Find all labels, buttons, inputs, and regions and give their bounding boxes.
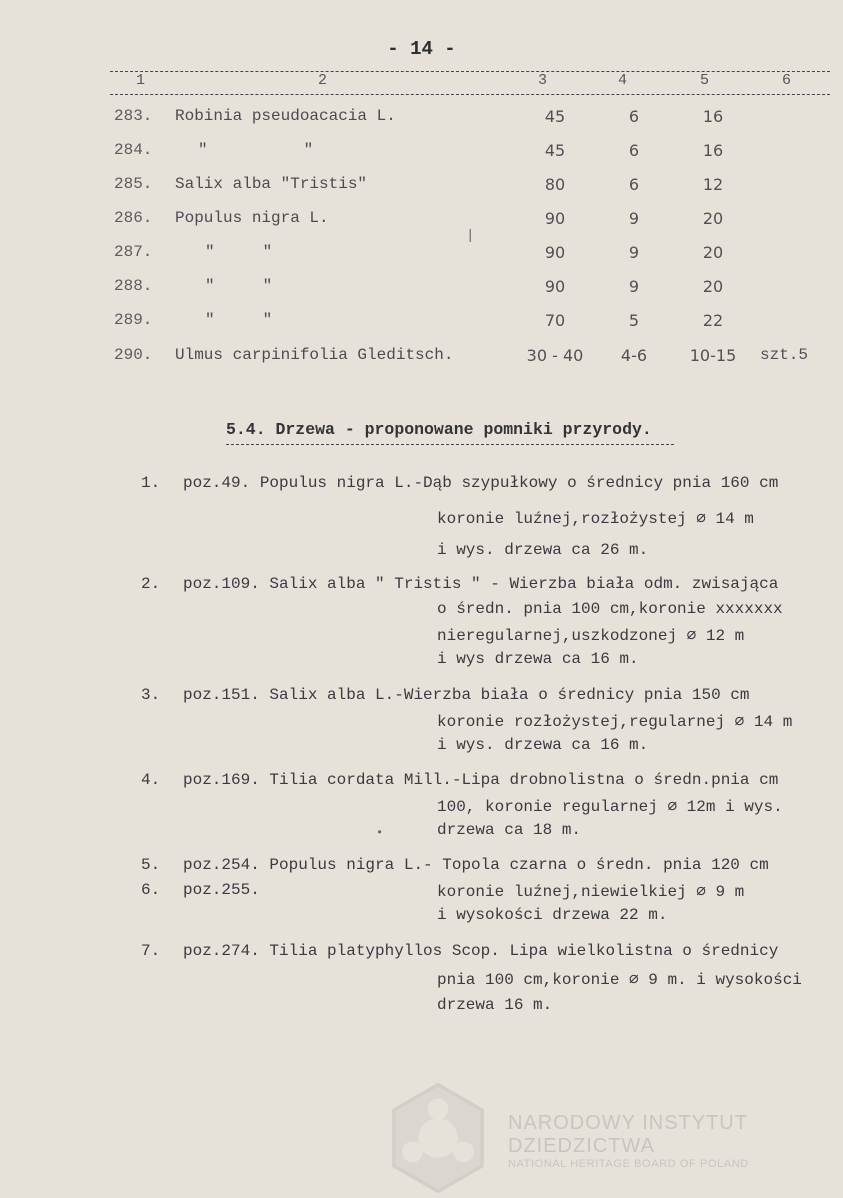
item-line: i wys drzewa ca 16 m.: [437, 650, 639, 668]
item-number: 4.: [141, 771, 161, 789]
table-row: [0, 175, 843, 201]
item-line: i wysokości drzewa 22 m.: [437, 906, 668, 924]
cell-col5: 16: [702, 141, 724, 160]
column-header: 5: [700, 72, 710, 89]
table-row: [0, 141, 843, 167]
cell-col3: 90: [544, 243, 566, 262]
item-line: i wys. drzewa ca 16 m.: [437, 736, 649, 754]
cell-col5: 16: [702, 107, 724, 126]
cell-col3: 80: [544, 175, 566, 194]
species-name: " ": [198, 141, 314, 159]
item-number: 1.: [141, 474, 161, 492]
table-row: [0, 346, 843, 372]
item-line: poz.109. Salix alba " Tristis " - Wierzba biała odm. zwisająca: [183, 575, 779, 593]
species-name: " ": [205, 311, 273, 329]
item-line: poz.49. Populus nigra L.-Dąb szypułkowy o średnicy pnia 160 cm: [183, 474, 779, 492]
page-number: - 14 -: [387, 38, 456, 60]
row-number: 287.: [114, 243, 153, 261]
table-row: [0, 107, 843, 133]
column-header: 1: [136, 72, 146, 89]
cell-col6: szt.5: [760, 346, 809, 364]
species-name: Salix alba "Tristis": [175, 175, 368, 193]
heritage-logo-icon: [380, 1080, 496, 1196]
item-line: 100, koronie regularnej ∅ 12m i wys.: [437, 798, 783, 816]
cell-col4: 6: [628, 175, 640, 194]
item-line: drzewa 16 m.: [437, 996, 553, 1014]
species-name: " ": [205, 277, 273, 295]
cell-col4: 9: [628, 277, 640, 296]
cell-col3: 30 - 40: [526, 346, 584, 365]
section-title: 5.4. Drzewa - proponowane pomniki przyrody.: [226, 420, 652, 439]
item-line: drzewa ca 18 m.: [437, 821, 582, 839]
item-number: 3.: [141, 686, 161, 704]
cell-col5: 22: [702, 311, 724, 330]
cell-col3: 45: [544, 141, 566, 160]
row-number: 285.: [114, 175, 153, 193]
item-line: koronie luźnej,rozłożystej ∅ 14 m: [437, 510, 754, 528]
item-line: poz.255.: [183, 881, 260, 899]
cell-col3: 45: [544, 107, 566, 126]
item-number: 6.: [141, 881, 161, 899]
species-name: Populus nigra L.: [175, 209, 329, 227]
item-line: o średn. pnia 100 cm,koronie xxxxxxx: [437, 600, 783, 618]
table-row: [0, 243, 843, 269]
cell-col5: 20: [702, 277, 724, 296]
row-number: 286.: [114, 209, 153, 227]
item-line: poz.254. Populus nigra L.- Topola czarna o średn. pnia 120 cm: [183, 856, 769, 874]
cell-col5: 20: [702, 209, 724, 228]
table-row: [0, 277, 843, 303]
watermark-line2: DZIEDZICTWA: [508, 1135, 655, 1157]
item-number: 7.: [141, 942, 161, 960]
item-line: poz.274. Tilia platyphyllos Scop. Lipa wielkolistna o średnicy: [183, 942, 779, 960]
ink-dot: •: [376, 826, 384, 840]
column-header: 4: [618, 72, 628, 89]
table-header-row: [110, 72, 830, 92]
row-number: 290.: [114, 346, 153, 364]
column-header: 3: [538, 72, 548, 89]
item-line: i wys. drzewa ca 26 m.: [437, 541, 649, 559]
table-row: [0, 209, 843, 235]
cell-col3: 70: [544, 311, 566, 330]
stray-mark: |: [466, 228, 475, 244]
cell-col3: 90: [544, 277, 566, 296]
column-header: 2: [318, 72, 328, 89]
item-line: koronie luźnej,niewielkiej ∅ 9 m: [437, 883, 745, 901]
table-row: [0, 311, 843, 337]
table-header-rule: [110, 94, 830, 95]
cell-col3: 90: [544, 209, 566, 228]
cell-col4: 6: [628, 141, 640, 160]
row-number: 284.: [114, 141, 153, 159]
species-name: Robinia pseudoacacia L.: [175, 107, 396, 125]
cell-col5: 20: [702, 243, 724, 262]
item-line: koronie rozłożystej,regularnej ∅ 14 m: [437, 713, 793, 731]
item-line: pnia 100 cm,koronie ∅ 9 m. i wysokości: [437, 971, 802, 989]
species-name: Ulmus carpinifolia Gleditsch.: [175, 346, 454, 364]
cell-col4: 6: [628, 107, 640, 126]
item-line: poz.151. Salix alba L.-Wierzba biała o średnicy pnia 150 cm: [183, 686, 750, 704]
cell-col4: 9: [628, 243, 640, 262]
row-number: 289.: [114, 311, 153, 329]
watermark-line1: NARODOWY INSTYTUT: [508, 1112, 748, 1134]
cell-col5: 12: [702, 175, 724, 194]
cell-col4: 4-6: [620, 346, 648, 365]
row-number: 283.: [114, 107, 153, 125]
cell-col4: 5: [628, 311, 640, 330]
row-number: 288.: [114, 277, 153, 295]
species-name: " ": [205, 243, 273, 261]
watermark-line3: NATIONAL HERITAGE BOARD OF POLAND: [508, 1158, 749, 1170]
cell-col5: 10-15: [689, 346, 737, 365]
column-header: 6: [782, 72, 792, 89]
item-number: 2.: [141, 575, 161, 593]
item-number: 5.: [141, 856, 161, 874]
item-line: nieregularnej,uszkodzonej ∅ 12 m: [437, 627, 745, 645]
item-line: poz.169. Tilia cordata Mill.-Lipa drobnolistna o średn.pnia cm: [183, 771, 779, 789]
section-underline: [226, 444, 674, 445]
cell-col4: 9: [628, 209, 640, 228]
